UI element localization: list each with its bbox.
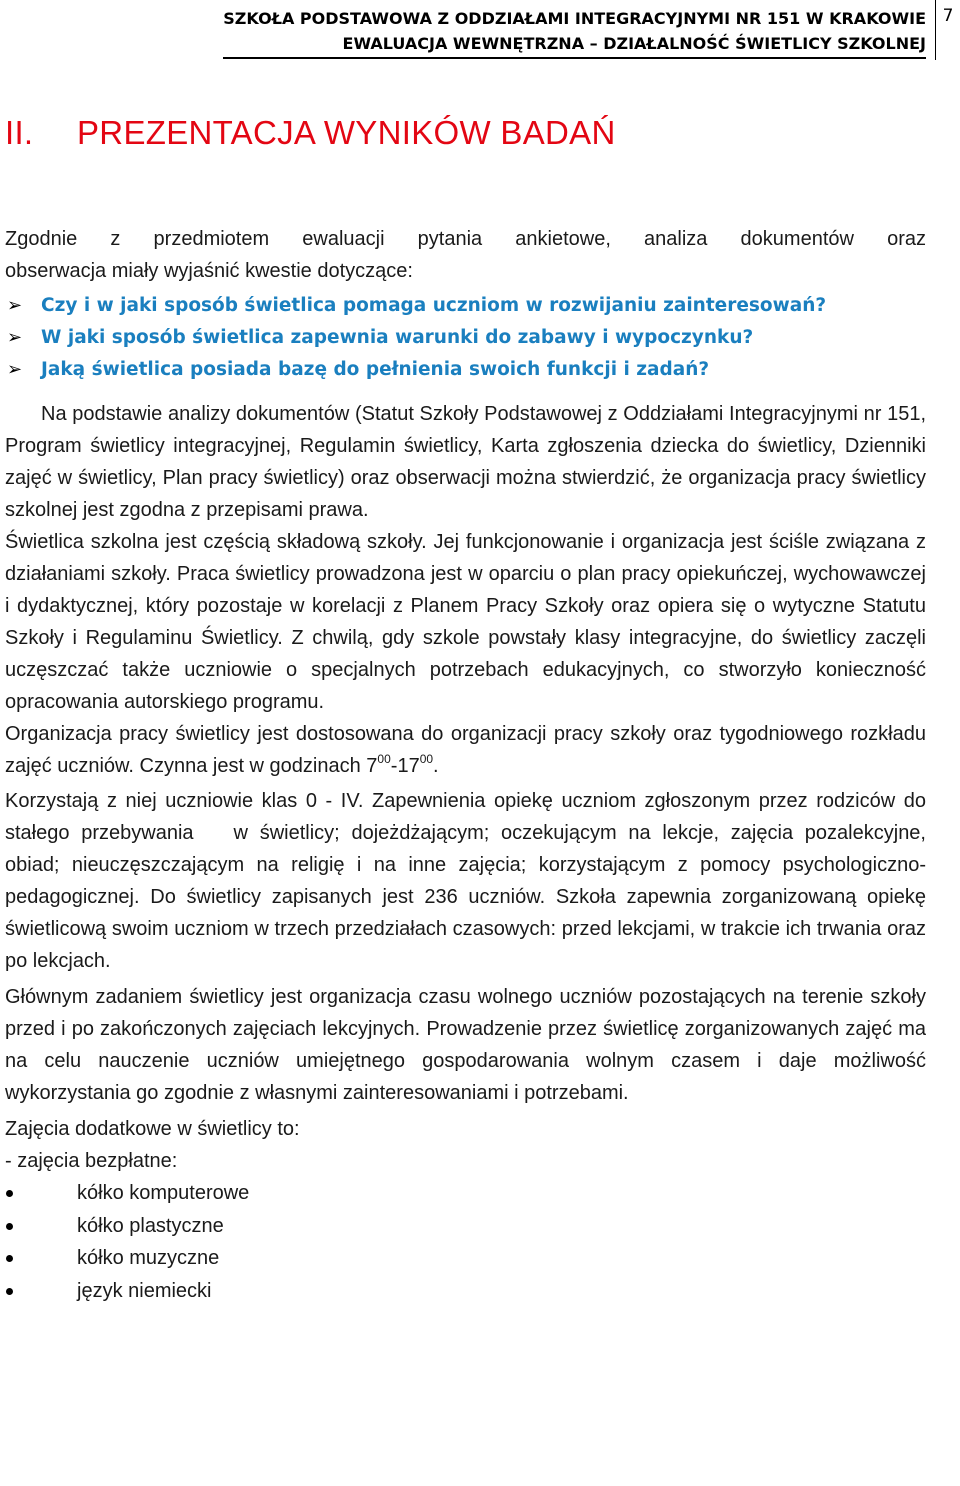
list-item: kółko plastyczne (5, 1210, 926, 1243)
activities-list (5, 1177, 926, 1307)
document-body (5, 223, 926, 1307)
paragraph-opening-hours: Organizacja pracy świetlicy jest dostosowana do organizacji pracy szkoły oraz tygodniowego rozkładu zajęć uczniów. Czynna jest w godzinach $7^{00}-17^{00}$. (5, 723, 926, 777)
research-questions (5, 290, 926, 386)
paragraph-main-task: Głównym zadaniem świetlicy jest organizacja czasu wolnego uczniów pozostających na terenie szkoły przed i po zakończonych zajęciach lekcyjnych. Prowadzenie przez świetlicę zorganizowanych zajęć ma na celu nauczenie uczniów umiejętnego gospodarowania wolnym czasem i daje możliwość wykorzystania go zgodnie z własnymi zainteresowaniami i potrzebami. (5, 986, 926, 1104)
question-item: ➢ Jaką świetlica posiada bazę do pełnienia swoich funkcji i zadań? (5, 354, 926, 386)
paragraph-school-structure: Świetlica szkolna jest częścią składową szkoły. Jej funkcjonowanie i organizacja jest ściśle związana z działaniami szkoły. Praca świetlicy prowadzona jest w oparciu o plan pracy opiekuńczej, wychowawczej i dydaktycznej, który pozostaje w korelacji z Planem Pracy Szkoły oraz opiera się o wytyczne Statutu Szkoły i Regulaminu Świetlicy. Z chwilą, gdy szkole powstały klasy integracyjne, do świetlicy zaczęli uczęszczać także uczniowie o specjalnych potrzebach edukacyjnych, co stworzyło konieczność opracowania autorskiego programu. (5, 531, 926, 713)
bullet-dot-icon (6, 1288, 13, 1295)
intro-line-1: Zgodnie z przedmiotem ewaluacji pytania ankietowe, analiza dokumentów oraz (5, 228, 926, 250)
section-title-text: PREZENTACJA WYNIKÓW BADAŃ (77, 114, 616, 151)
bullet-dot-icon (6, 1223, 13, 1230)
paragraph-pupils: Korzystają z niej uczniowie klas 0 - IV. Zapewnienia opiekę uczniom zgłoszonym przez rodziców do stałego przebywania w świetlicy; dojeżdżającym; oczekującym na lekcje, zajęcia pozalekcyjne, obiad; nieuczęszczającym na religię i na inne zajęcia; korzystającym z pomocy psychologiczno-pedagogicznej. Do świetlicy zapisanych jest 236 uczniów. Szkoła zapewnia zorganizowaną opiekę świetlicową swoim uczniom w trzech przedziałach czasowych: przed lekcjami, w trakcie ich trwania oraz po lekcjach. (5, 790, 926, 972)
page-number: 7 (935, 0, 960, 60)
bullet-dot-icon (6, 1255, 13, 1262)
free-activities-heading: - zajęcia bezpłatne: (5, 1150, 178, 1172)
intro-line-2: obserwacja miały wyjaśnić kwestie dotyczące: (5, 260, 413, 282)
list-item: kółko muzyczne (5, 1242, 926, 1275)
list-item: język niemiecki (5, 1275, 926, 1308)
arrow-bullet-icon: ➢ (7, 295, 23, 316)
bullet-dot-icon (6, 1190, 13, 1197)
section-title (5, 114, 616, 152)
list-item: kółko komputerowe (5, 1177, 926, 1210)
arrow-bullet-icon: ➢ (7, 359, 23, 380)
question-item: ➢ W jaki sposób świetlica zapewnia warunki do zabawy i wypoczynku? (5, 322, 926, 354)
question-item: ➢ Czy i w jaki sposób świetlica pomaga uczniom w rozwijaniu zainteresowań? (5, 290, 926, 322)
page-header (0, 0, 960, 62)
arrow-bullet-icon: ➢ (7, 327, 23, 348)
section-number: II. (5, 114, 34, 151)
extra-activities-heading: Zajęcia dodatkowe w świetlicy to: (5, 1118, 300, 1140)
paragraph-document-analysis: Na podstawie analizy dokumentów (Statut Szkoły Podstawowej z Oddziałami Integracyjnymi nr 151, Program świetlicy integracyjnej, Regulamin świetlicy, Karta zgłoszenia dziecka do świetlicy, Dzienniki zajęć w świetlicy, Plan pracy świetlicy) oraz obserwacji można stwierdzić, że organizacja pracy świetlicy szkolnej jest zgodna z przepisami prawa. (5, 403, 926, 521)
header-document-title: EWALUACJA WEWNĘTRZNA – DZIAŁALNOŚĆ ŚWIETLICY SZKOLNEJ (223, 31, 926, 59)
header-titles (223, 6, 926, 59)
header-school-name: SZKOŁA PODSTAWOWA Z ODDZIAŁAMI INTEGRACYJNYMI NR 151 W KRAKOWIE (223, 9, 926, 28)
